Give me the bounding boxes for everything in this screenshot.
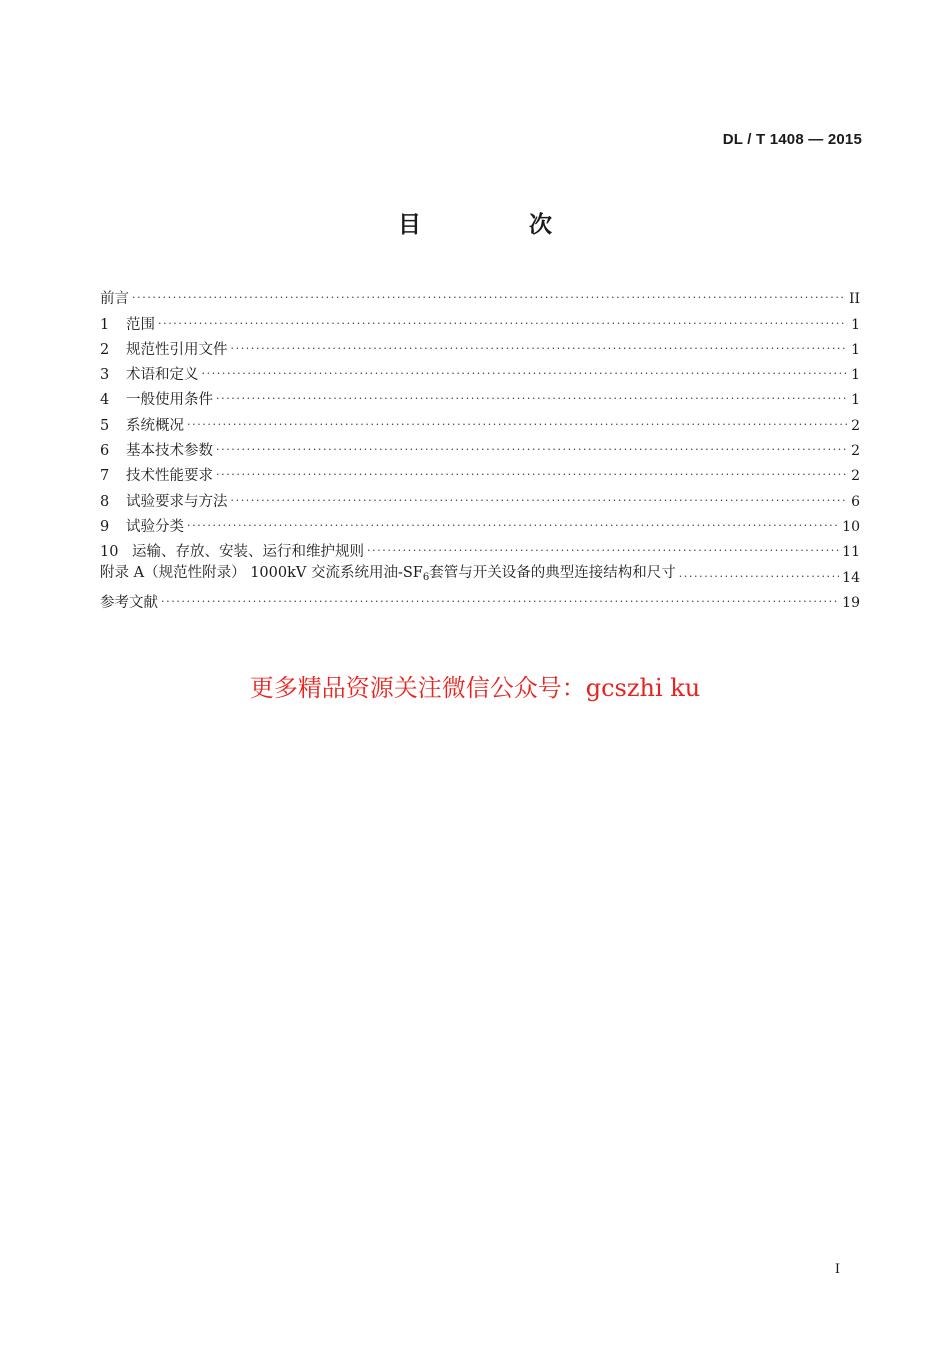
toc-entry-title: 参考文献 [100,594,158,611]
promo-watermark-text: 更多精品资源关注微信公众号：gcszhi ku [249,674,701,702]
toc-entry-title: 试验分类 [126,518,184,535]
toc-entry-number: 6 [100,443,110,460]
toc-entry-title: 技术性能要求 [126,468,213,485]
toc-leader-dots [132,289,846,307]
toc-entry-title: 术语和定义 [126,367,199,384]
toc-entry-number: 1 [100,316,110,333]
toc-entry-title-suffix: 套管与开关设备的典型连接结构和尺寸 [429,564,676,581]
toc-entry-2[interactable] [100,334,860,359]
toc-leader-dots [231,492,848,510]
toc-entry-title: 前言 [100,291,129,308]
toc-entry-title: 运输、存放、安装、运行和维护规则 [132,544,364,561]
toc-entry-subscript: 6 [422,571,430,583]
toc-leader-dots [216,390,847,408]
page-title: 目 次 [397,212,602,238]
toc-leader-dots [231,340,848,358]
toc-entry-number: 7 [100,468,110,485]
toc-page-number: 14 [842,569,860,586]
toc-entry-number: 4 [100,392,110,409]
toc-entry-3[interactable] [100,359,860,384]
toc-entry-number: 3 [100,367,110,384]
toc-entry-references[interactable] [100,587,860,612]
toc-page-number: 1 [851,316,860,333]
toc-entry-9[interactable] [100,511,860,536]
toc-entry-1[interactable] [100,308,860,333]
toc-page-number: 1 [851,341,860,358]
toc-entry-appendix-a[interactable] [100,561,860,586]
toc-page-number: II [848,291,860,308]
toc-leader-dots [216,466,847,484]
toc-entry-title: 基本技术参数 [126,443,213,460]
toc-entry-title-prefix: 附录 A（规范性附录） 1000kV 交流系统用油-SF [100,564,423,581]
toc-page-number: 19 [842,594,860,611]
toc-page-number: 6 [851,493,860,510]
toc-entry-number: 2 [100,341,110,358]
toc-entry-4[interactable] [100,384,860,409]
toc-entry-8[interactable] [100,485,860,510]
toc-page-number: 2 [851,443,860,460]
toc-entry-preface[interactable] [100,283,860,308]
toc-page-number: 2 [851,417,860,434]
toc-entry-title: 试验要求与方法 [126,493,228,510]
page-number: I [834,1262,840,1277]
toc-leader-dots [679,568,839,586]
toc-entry-number: 10 [100,544,119,561]
toc-page-number: 10 [842,518,860,535]
toc-entry-10[interactable] [100,536,860,561]
toc-page-number: 1 [851,392,860,409]
toc-entry-title: 范围 [126,316,155,333]
toc-page-number: 1 [851,367,860,384]
toc-entry-6[interactable] [100,435,860,460]
toc-page-number: 2 [851,468,860,485]
toc-entry-7[interactable] [100,460,860,485]
table-of-contents [100,283,860,612]
toc-leader-dots [187,517,839,535]
toc-leader-dots [367,542,839,560]
toc-entry-title: 规范性引用文件 [126,341,228,358]
toc-entry-number: 8 [100,493,110,510]
toc-page-number: 11 [842,544,860,561]
toc-leader-dots [161,593,839,611]
toc-entry-number: 5 [100,417,110,434]
toc-entry-title: 一般使用条件 [126,392,213,409]
toc-leader-dots [202,365,848,383]
standard-code: DL / T 1408 — 2015 [722,131,862,148]
toc-leader-dots [187,416,847,434]
toc-leader-dots [216,441,847,459]
toc-leader-dots [158,315,847,333]
toc-entry-number: 9 [100,518,110,535]
toc-entry-title: 系统概况 [126,417,184,434]
toc-entry-5[interactable] [100,409,860,434]
